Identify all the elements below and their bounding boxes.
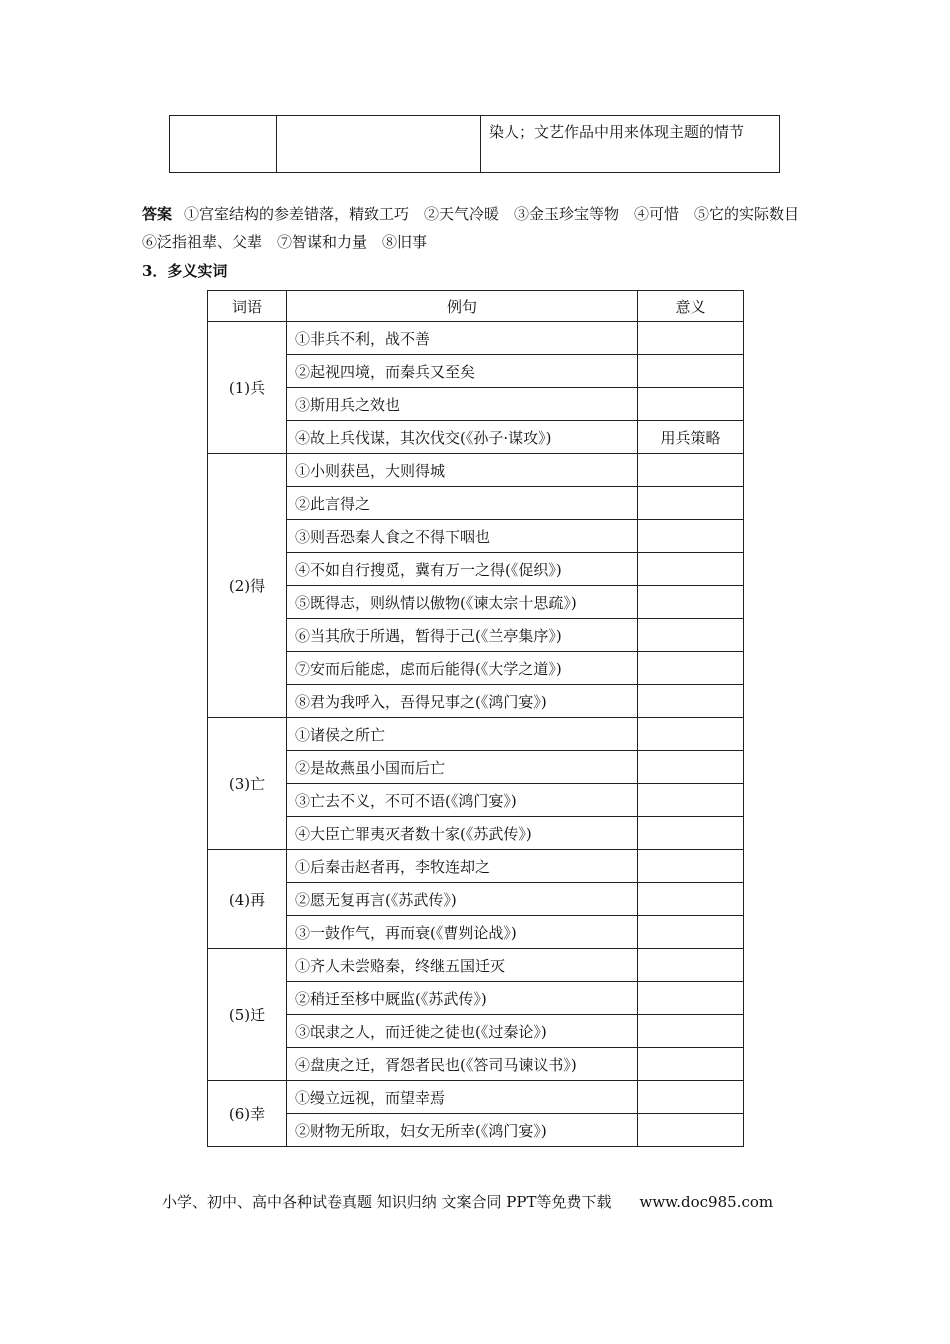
table-row xyxy=(208,751,744,784)
meaning-cell xyxy=(638,652,744,685)
header-row xyxy=(208,291,744,322)
table-row xyxy=(208,685,744,718)
example-cell: ②稍迁至栘中厩监(《苏武传》) xyxy=(287,982,638,1015)
table-row xyxy=(208,982,744,1015)
meaning-cell xyxy=(638,388,744,421)
example-cell: ①缦立远视，而望幸焉 xyxy=(287,1081,638,1114)
meaning-cell xyxy=(638,982,744,1015)
table-row xyxy=(208,883,744,916)
table-cell-meaning: 染人；文艺作品中用来体现主题的情节 xyxy=(481,116,780,173)
header-example: 例句 xyxy=(287,291,638,322)
meaning-cell xyxy=(638,619,744,652)
table-row xyxy=(208,586,744,619)
meaning-cell xyxy=(638,553,744,586)
example-cell: ②起视四境，而秦兵又至矣 xyxy=(287,355,638,388)
example-cell: ④故上兵伐谋，其次伐交(《孙子·谋攻》) xyxy=(287,421,638,454)
table-row xyxy=(208,553,744,586)
table-row xyxy=(208,1015,744,1048)
meaning-cell xyxy=(638,949,744,982)
word-cell: (5)迁 xyxy=(208,949,287,1081)
table-row xyxy=(208,388,744,421)
example-cell: ①后秦击赵者再，李牧连却之 xyxy=(287,850,638,883)
word-cell: (2)得 xyxy=(208,454,287,718)
previous-table-continuation xyxy=(169,115,780,173)
meaning-cell xyxy=(638,586,744,619)
table-row xyxy=(208,520,744,553)
meaning-cell xyxy=(638,685,744,718)
footer-text: 小学、初中、高中各种试卷真题 知识归纳 文案合同 PPT等免费下载 xyxy=(162,1193,612,1211)
example-cell: ②此言得之 xyxy=(287,487,638,520)
meaning-cell xyxy=(638,784,744,817)
example-cell: ⑦安而后能虑，虑而后能得(《大学之道》) xyxy=(287,652,638,685)
table-row xyxy=(208,421,744,454)
meaning-cell xyxy=(638,718,744,751)
header-meaning: 意义 xyxy=(638,291,744,322)
word-cell: (4)再 xyxy=(208,850,287,949)
meaning-cell xyxy=(638,751,744,784)
table-row xyxy=(208,817,744,850)
table-row xyxy=(208,916,744,949)
table-row xyxy=(208,355,744,388)
example-cell: ③一鼓作气，再而衰(《曹刿论战》) xyxy=(287,916,638,949)
meaning-cell xyxy=(638,883,744,916)
word-cell: (6)幸 xyxy=(208,1081,287,1147)
table-row xyxy=(208,454,744,487)
meaning-cell xyxy=(638,520,744,553)
meaning-cell xyxy=(638,487,744,520)
example-cell: ①诸侯之所亡 xyxy=(287,718,638,751)
table-row xyxy=(208,1081,744,1114)
footer xyxy=(162,1191,773,1212)
example-cell: ②财物无所取，妇女无所幸(《鸿门宴》) xyxy=(287,1114,638,1147)
example-cell: ④大臣亡罪夷灭者数十家(《苏武传》) xyxy=(287,817,638,850)
footer-site: www.doc985.com xyxy=(639,1193,774,1211)
example-cell: ①小则获邑，大则得城 xyxy=(287,454,638,487)
example-cell: ②是故燕虽小国而后亡 xyxy=(287,751,638,784)
vocab-table xyxy=(207,290,744,1147)
example-cell: ③亡去不义，不可不语(《鸿门宴》) xyxy=(287,784,638,817)
table-row xyxy=(208,850,744,883)
example-cell: ③氓隶之人，而迁徙之徒也(《过秦论》) xyxy=(287,1015,638,1048)
table-cell-empty xyxy=(170,116,277,173)
section-title: 3．多义实词 xyxy=(142,262,228,280)
answer-paragraph xyxy=(142,200,814,256)
meaning-cell xyxy=(638,454,744,487)
example-cell: ①非兵不利，战不善 xyxy=(287,322,638,355)
meaning-cell xyxy=(638,322,744,355)
meaning-cell: 用兵策略 xyxy=(638,421,744,454)
meaning-cell xyxy=(638,916,744,949)
example-cell: ①齐人未尝赂秦，终继五国迁灭 xyxy=(287,949,638,982)
table-row xyxy=(208,322,744,355)
example-cell: ④不如自行搜觅，冀有万一之得(《促织》) xyxy=(287,553,638,586)
word-cell: (3)亡 xyxy=(208,718,287,850)
meaning-cell xyxy=(638,355,744,388)
table-row xyxy=(208,784,744,817)
table-row xyxy=(170,116,780,173)
example-cell: ④盘庚之迁，胥怨者民也(《答司马谏议书》) xyxy=(287,1048,638,1081)
example-cell: ②愿无复再言(《苏武传》) xyxy=(287,883,638,916)
table-row xyxy=(208,1048,744,1081)
table-row xyxy=(208,487,744,520)
meaning-cell xyxy=(638,1015,744,1048)
table-row xyxy=(208,619,744,652)
table-row xyxy=(208,949,744,982)
meaning-cell xyxy=(638,1114,744,1147)
header-word: 词语 xyxy=(208,291,287,322)
answer-label: 答案 xyxy=(142,205,173,223)
meaning-cell xyxy=(638,1048,744,1081)
table-row xyxy=(208,652,744,685)
meaning-cell xyxy=(638,817,744,850)
table-cell-empty xyxy=(277,116,481,173)
word-cell: (1)兵 xyxy=(208,322,287,454)
example-cell: ③斯用兵之效也 xyxy=(287,388,638,421)
example-cell: ⑧君为我呼入，吾得兄事之(《鸿门宴》) xyxy=(287,685,638,718)
example-cell: ⑤既得志，则纵情以傲物(《谏太宗十思疏》) xyxy=(287,586,638,619)
example-cell: ⑥当其欣于所遇，暂得于己(《兰亭集序》) xyxy=(287,619,638,652)
answer-text: ①宫室结构的参差错落，精致工巧 ②天气冷暖 ③金玉珍宝等物 ④可惜 ⑤它的实际数目 ⑥泛指祖辈、父辈 ⑦智谋和力量 ⑧旧事 xyxy=(142,205,815,251)
table-row xyxy=(208,1114,744,1147)
meaning-cell xyxy=(638,1081,744,1114)
meaning-cell xyxy=(638,850,744,883)
table-row xyxy=(208,718,744,751)
example-cell: ③则吾恐秦人食之不得下咽也 xyxy=(287,520,638,553)
